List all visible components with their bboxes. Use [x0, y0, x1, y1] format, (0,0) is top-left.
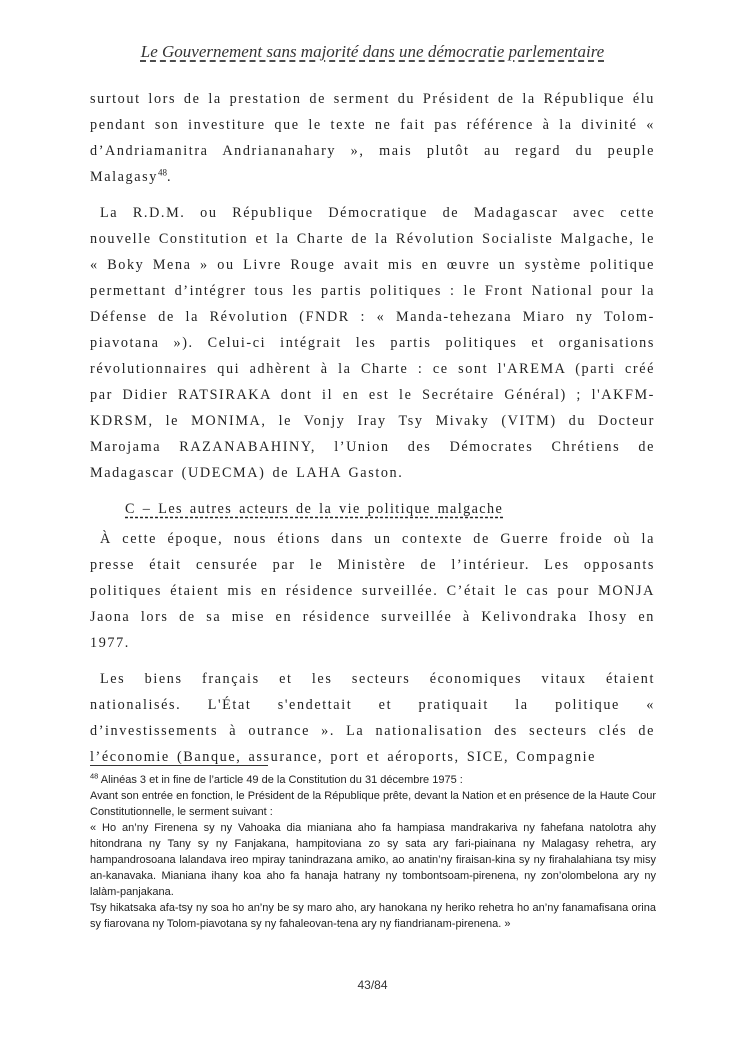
footnote-line-4: Tsy hikatsaka afa-tsy ny soa ho an’ny be sy maro aho, ary hanokana ny heriko rehetra ho an’ny fanamafisana orina sy fiarovana ny Tolom-piavotana sy ny fahaleovan-tena ary ny fiandrianam-pirenena. » — [90, 902, 656, 930]
paragraph-4: Les biens français et les secteurs économiques vitaux étaient nationalisés. L'État s'endettait et pratiquait la politique « d’investissements à outrance ». La nationalisation des secteurs clés de l’économie (Banque, assurance, port et aéroports, SICE, Compagnie — [90, 671, 655, 765]
footnote-line-3: « Ho an’ny Firenena sy ny Vahoaka dia mianiana aho fa hampiasa mandrakariva ny fahefana natolotra ahy hitondrana ny Tany sy ny Fanjakana, hampitoviana zo sy sata ary fari-piainana ny Malagasy rehetra, ary hampandrosoana lalandava ireo mpiray tanindrazana amiko, ao anatin’ny firaisan-kina sy ny firahalahiana tsy misy an-kanavaka. Mianiana ihany koa aho fa hanaja hatrany ny tombontsoam-pirenena, ny zon’olombelona ary ny lalàm-panjakana. — [90, 822, 656, 898]
page-number: 43/84 — [357, 978, 388, 992]
footnote-divider — [90, 765, 268, 766]
paragraph-2: La R.D.M. ou République Démocratique de Madagascar avec cette nouvelle Constitution et la Charte de la Révolution Socialiste Malgache, le « Boky Mena » ou Livre Rouge avait mis en œuvre un système politique permettant d’intégrer tous les partis politiques : le Front National pour la Défense de la Révolution (FNDR : « Manda-tehezana Miaro ny Tolom-piavotana »). Celui-ci intégrait les partis politiques et organisations révolutionnaires qui adhèrent à la Charte : ce sont l'AREMA (parti créé par Didier RATSIRAKA dont il en est le Secrétaire Général) ; l'AKFM-KDRSM, le MONIMA, le Vonjy Iray Tsy Mivaky (VITM) du Docteur Marojama RAZANABAHINY, l’Union des Démocrates Chrétiens de Madagascar (UDECMA) de LAHA Gaston. — [90, 205, 655, 481]
paragraph-3: À cette époque, nous étions dans un contexte de Guerre froide où la presse était censurée par le Ministère de l’intérieur. Les opposants politiques étaient mis en résidence surveillée. C’était le cas pour MONJA Jaona lors de sa mise en résidence surveillée à Kelivondraka Ihosy en 1977. — [90, 531, 655, 651]
running-header: Le Gouvernement sans majorité dans une démocratie parlementaire — [140, 42, 605, 61]
footnotes — [90, 772, 656, 932]
body-text — [90, 86, 655, 780]
footnote-line-1 — [90, 772, 656, 788]
footnote-line-2: Avant son entrée en fonction, le Président de la République prête, devant la Nation et en présence de la Haute Cour Constitutionnelle, le serment suivant : — [90, 790, 656, 818]
paragraph-1-end: . — [166, 169, 173, 185]
footnote-number: 48 — [90, 771, 99, 781]
footnote-reference[interactable]: 48 — [157, 167, 167, 178]
footnote-line-1-text: Alinéas 3 et in fine de l’article 49 de la Constitution du 31 décembre 1975 : — [98, 774, 463, 786]
paragraph-1-text: surtout lors de la prestation de serment du Président de la République élu pendant son investiture que le texte ne fait pas référence à la divinité « d’Andriamanitra Andriananahary », mais plutôt au regard du peuple Malagasy — [90, 91, 655, 185]
section-heading: C – Les autres acteurs de la vie politique malgache — [125, 501, 504, 517]
paragraph-1 — [90, 86, 655, 190]
